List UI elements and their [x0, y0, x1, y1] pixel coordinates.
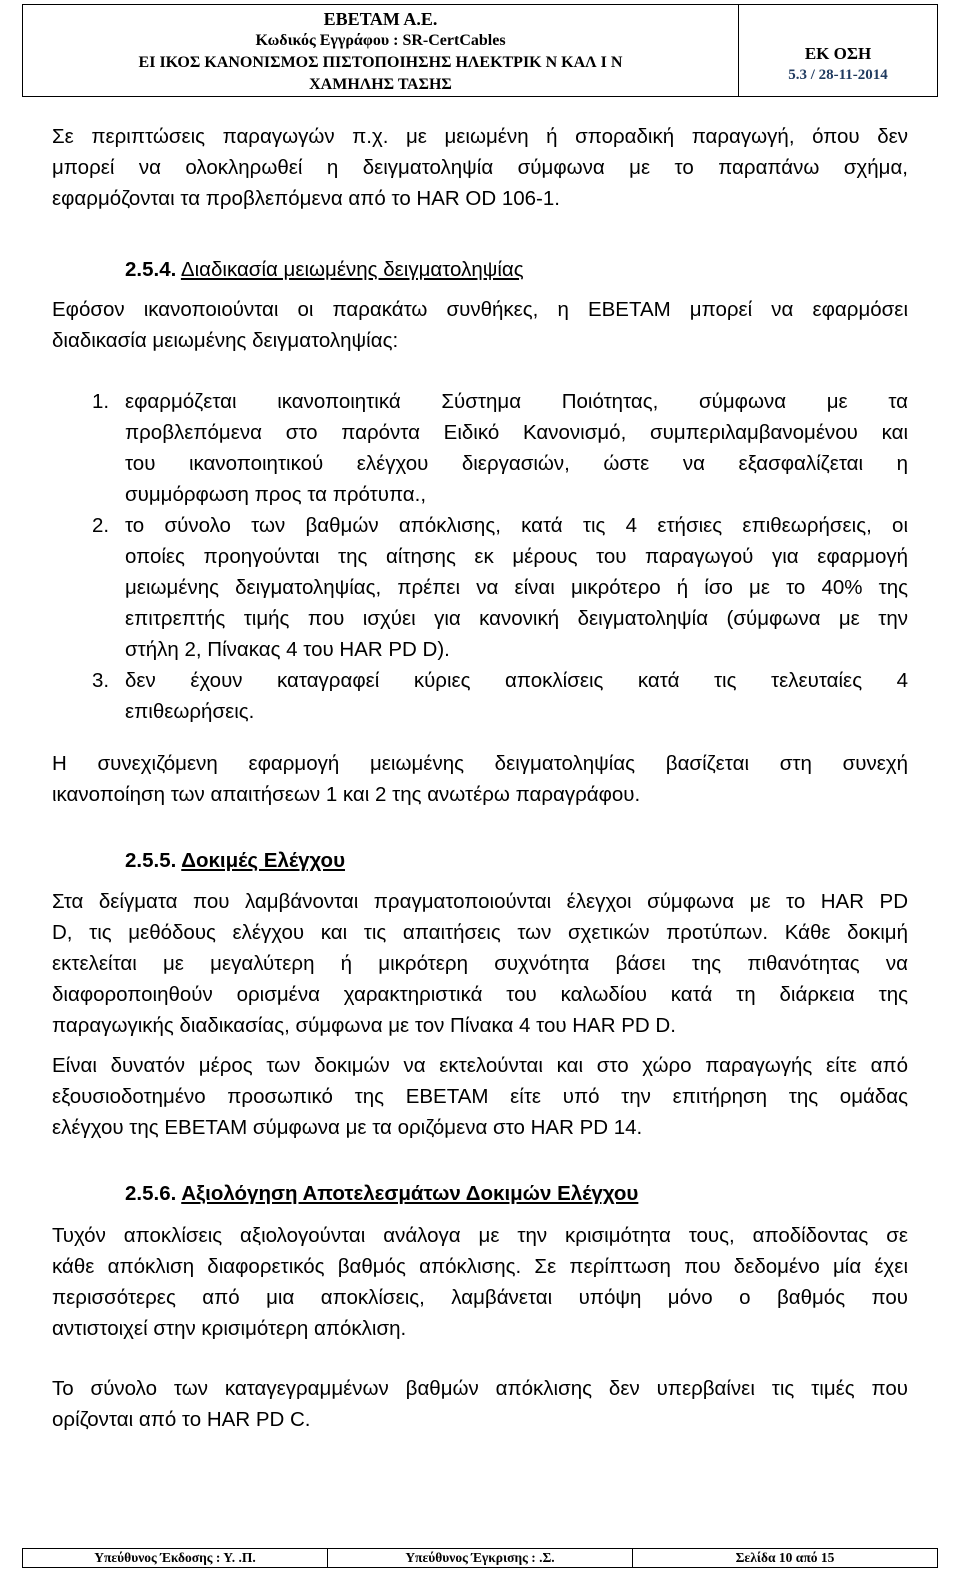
- document-header: [22, 4, 938, 97]
- list-line: επιτρεπτής τιμής που ισχύει για κανονική δειγματοληψία (σύμφωνα με την: [125, 607, 908, 630]
- paragraph-line: Είναι δυνατόν μέρος των δοκιμών να εκτελούνται και στο χώρο παραγωγής είτε από: [52, 1054, 908, 1077]
- section-number: 2.5.4.: [125, 258, 177, 281]
- paragraph-line: Στα δείγματα που λαμβάνονται πραγματοποιούνται έλεγχοι σύμφωνα με το HAR PD: [52, 890, 908, 913]
- list-line: επιθεωρήσεις.: [125, 700, 255, 723]
- paragraph-line: Τυχόν αποκλίσεις αξιολογούνται ανάλογα με την κρισιμότητα τους, αποδίδοντας σε: [52, 1224, 908, 1247]
- section-title: Διαδικασία μειωμένης δειγματοληψίας: [180, 258, 524, 281]
- list-line: συμμόρφωση προς τα πρότυπα.,: [125, 483, 427, 506]
- edition-label: ΕΚ ΟΣΗ: [804, 44, 872, 63]
- header-title-block: [23, 5, 739, 96]
- paragraph-line: κάθε απόκλιση διαφορετικός βαθμός απόκλισης. Σε περίπτωση που δεδομένο μία έχει: [52, 1255, 908, 1278]
- list-number: 2.: [92, 514, 110, 537]
- section-2-5-6-heading: [125, 1178, 638, 1209]
- list-line: στήλη 2, Πίνακας 4 του HAR PD D).: [125, 638, 450, 661]
- header-version-block: [739, 5, 937, 96]
- list-line: προβλεπόμενα στο παρόντα Ειδικό Κανονισμό, συμπεριλαμβανομένου και: [125, 421, 908, 444]
- list-line: μειωμένης δειγματοληψίας, πρέπει να είναι μικρότερο ή ίσο με το 40% της: [125, 576, 908, 599]
- s254-para-line-2: διαδικασία μειωμένης δειγματοληψίας:: [52, 329, 399, 352]
- s254-closing-line-2: ικανοποίηση των απαιτήσεων 1 και 2 της ανωτέρω παραγράφου.: [52, 783, 641, 806]
- s254-closing-line-1: Η συνεχιζόμενη εφαρμογή μειωμένης δειγματοληψίας βασίζεται στη συνεχή: [52, 752, 908, 775]
- version-date: 5.3 / 28-11-2014: [788, 67, 888, 83]
- intro-line-3: εφαρμόζονται τα προβλεπόμενα από το HAR OD 106-1.: [52, 187, 560, 210]
- paragraph-line: αντιστοιχεί στην κρισιμότερη απόκλιση.: [52, 1317, 407, 1340]
- list-line: οποίες προηγούνται της αίτησης εκ μέρους του παραγωγού για εφαρμογή: [125, 545, 908, 568]
- document-title-line-2: ΧΑΜΗΛΗΣ ΤΑΣΗΣ: [309, 76, 452, 93]
- list-line: το σύνολο των βαθμών απόκλισης, κατά τις 4 ετήσιες επιθεωρήσεις, οι: [125, 514, 908, 537]
- paragraph-line: Το σύνολο των καταγεγραμμένων βαθμών απόκλισης δεν υπερβαίνει τις τιμές που: [52, 1377, 908, 1400]
- list-line: εφαρμόζεται ικανοποιητικά Σύστημα Ποιότητας, σύμφωνα με τα: [125, 390, 908, 413]
- paragraph-line: ελέγχου της ΕΒΕΤΑΜ σύμφωνα με τα οριζόμενα στο HAR PD 14.: [52, 1116, 643, 1139]
- intro-line-1: Σε περιπτώσεις παραγωγών π.χ. με μειωμένη ή σποραδική παραγωγή, όπου δεν: [52, 125, 908, 148]
- section-number: 2.5.5.: [125, 849, 177, 872]
- paragraph-line: ορίζονται από το HAR PD C.: [52, 1408, 311, 1431]
- list-line: του ικανοποιητικού ελέγχου διεργασιών, ώστε να εξασφαλίζεται η: [125, 452, 908, 475]
- section-2-5-5-heading: [125, 845, 345, 876]
- paragraph-line: D, τις μεθόδους ελέγχου και τις απαιτήσεις των σχετικών προτύπων. Κάθε δοκιμή: [52, 921, 908, 944]
- intro-line-2: μπορεί να ολοκληρωθεί η δειγματοληψία σύμφωνα με το παραπάνω σχήμα,: [52, 156, 908, 179]
- approver-responsible: Υπεύθυνος Έγκρισης : .Σ.: [327, 1549, 632, 1567]
- section-2-5-4-heading: [125, 254, 524, 285]
- list-line: δεν έχουν καταγραφεί κύριες αποκλίσεις κατά τις τελευταίες 4: [125, 669, 908, 692]
- company-name: ΕΒΕΤΑΜ Α.Ε.: [323, 9, 438, 29]
- document-title-line-1: ΕΙ ΙΚΟΣ ΚΑΝΟΝΙΣΜΟΣ ΠΙΣΤΟΠΟΙΗΣΗΣ ΗΛΕΚΤΡΙΚ Ν ΚΑΛ Ι Ν: [138, 54, 623, 71]
- list-number: 3.: [92, 669, 110, 692]
- page-number: Σελίδα 10 από 15: [632, 1549, 937, 1567]
- document-code: Κωδικός Εγγράφου : SR-CertCables: [255, 32, 506, 49]
- section-title: Δοκιμές Ελέγχου: [181, 849, 346, 872]
- s254-para-line-1: Εφόσον ικανοποιούνται οι παρακάτω συνθήκες, η ΕΒΕΤΑΜ μπορεί να εφαρμόσει: [52, 298, 908, 321]
- section-title: Αξιολόγηση Αποτελεσμάτων Δοκιμών Ελέγχου: [181, 1182, 639, 1205]
- paragraph-line: διαφοροποιηθούν ορισμένα χαρακτηριστικά του καλωδίου κατά τη διάρκεια της: [52, 983, 908, 1006]
- document-footer: [22, 1548, 938, 1568]
- section-number: 2.5.6.: [125, 1182, 177, 1205]
- list-number: 1.: [92, 390, 110, 413]
- paragraph-line: εκτελείται με μεγαλύτερη ή μικρότερη συχνότητα βάσει της πιθανότητας να: [52, 952, 908, 975]
- issuer-responsible: Υπεύθυνος Έκδοσης : Υ. .Π.: [94, 1550, 256, 1565]
- paragraph-line: εξουσιοδοτημένο προσωπικό της ΕΒΕΤΑΜ είτε υπό την επιτήρηση της ομάδας: [52, 1085, 908, 1108]
- paragraph-line: παραγωγικής διαδικασίας, σύμφωνα με τον Πίνακα 4 του HAR PD D.: [52, 1014, 676, 1037]
- paragraph-line: περισσότερες από μια αποκλίσεις, λαμβάνεται υπόψη μόνο ο βαθμός που: [52, 1286, 908, 1309]
